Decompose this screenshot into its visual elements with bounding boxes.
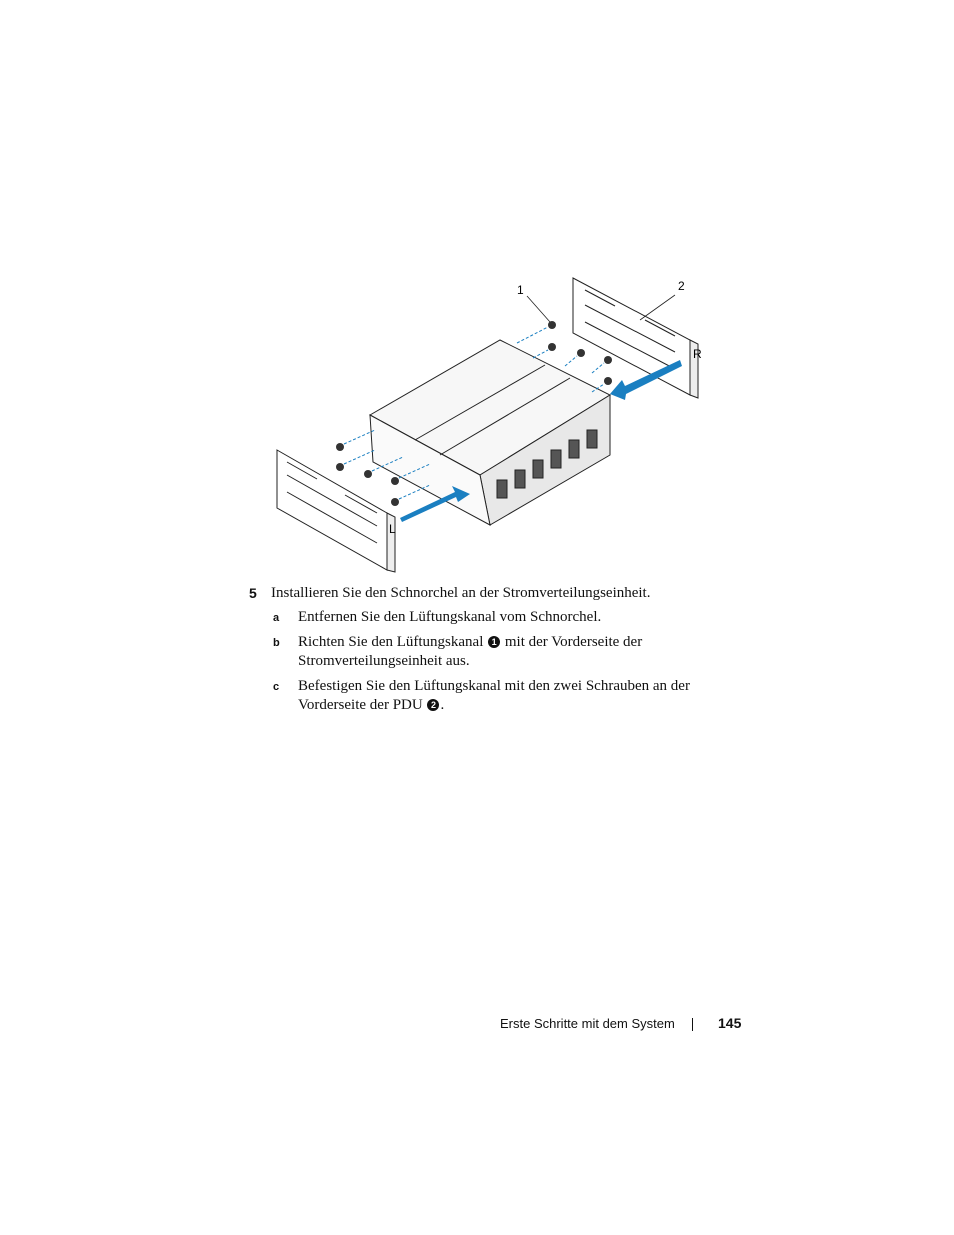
- page-number: 145: [718, 1015, 742, 1031]
- pdu-bracket-diagram: [265, 270, 715, 580]
- substep-c-text-after: .: [440, 697, 445, 713]
- substep-a-text: Entfernen Sie den Lüftungskanal vom Schnorchel.: [298, 609, 602, 625]
- callout-2: 2: [678, 279, 685, 293]
- substep-b-text-before: Richten Sie den Lüftungskanal: [298, 634, 484, 650]
- callout-ref-2: 2: [427, 699, 439, 711]
- substep-a-letter: a: [273, 612, 280, 624]
- left-bracket-mark: L: [389, 522, 396, 536]
- substep-c-text-before: Befestigen Sie den Lüftungskanal mit den zwei Schrauben an der Vorderseite der PDU: [298, 678, 690, 713]
- substep-c-letter: c: [273, 681, 280, 693]
- step-text: Installieren Sie den Schnorchel an der Stromverteilungseinheit.: [271, 585, 651, 601]
- right-mounting-bracket: [573, 278, 698, 398]
- substep-b-text: [298, 633, 728, 671]
- callout-1: 1: [517, 283, 524, 297]
- callout-ref-1: 1: [488, 636, 500, 648]
- pdu-chassis: [370, 340, 610, 525]
- substep-c-text: [298, 677, 728, 715]
- pdu-installation-figure: [265, 270, 715, 580]
- footer-separator: [692, 1018, 693, 1031]
- substep-b-letter: b: [273, 637, 280, 649]
- substep-b-text-after: mit der Vorderseite der Stromverteilungseinheit aus.: [298, 634, 643, 669]
- step-number: 5: [249, 585, 257, 601]
- footer-section-title: Erste Schritte mit dem System: [500, 1016, 675, 1031]
- right-bracket-mark: R: [693, 347, 702, 361]
